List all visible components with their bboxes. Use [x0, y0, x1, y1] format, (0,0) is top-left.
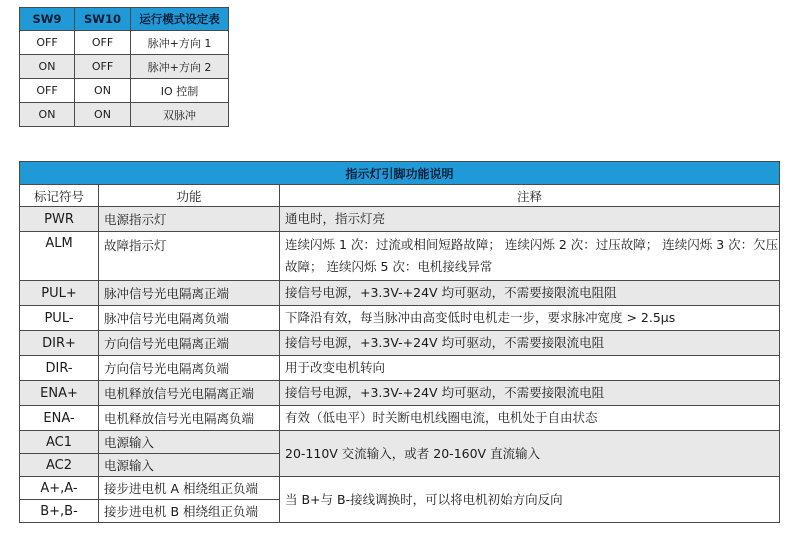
mode-row	[20, 31, 229, 55]
symbol-cell: DIR-	[20, 356, 99, 381]
symbol-cell: AC2	[20, 454, 99, 477]
function-cell: 电机释放信号光电隔离正端	[99, 381, 280, 406]
pin-row-dir-minus	[20, 356, 780, 381]
note-cell: 用于改变电机转向	[280, 356, 780, 381]
symbol-cell: DIR+	[20, 331, 99, 356]
pin-table-title: 指示灯引脚功能说明	[20, 162, 780, 185]
symbol-cell: ENA+	[20, 381, 99, 406]
symbol-cell: AC1	[20, 431, 99, 454]
pin-row-alm	[20, 232, 780, 281]
header-symbol: 标记符号	[20, 185, 99, 207]
pin-row-pul-minus	[20, 306, 780, 331]
sw9-cell: ON	[20, 103, 75, 127]
sw9-cell: OFF	[20, 79, 75, 103]
header-sw10: SW10	[75, 8, 131, 31]
symbol-cell: B+,B-	[20, 500, 99, 523]
function-cell: 接步进电机 A 相绕组正负端	[99, 477, 280, 500]
note-cell: 下降沿有效，每当脉冲由高变低时电机走一步，要求脉冲宽度 > 2.5μs	[280, 306, 780, 331]
symbol-cell: PWR	[20, 207, 99, 232]
pin-table-header	[20, 185, 780, 207]
note-cell: 通电时，指示灯亮	[280, 207, 780, 232]
sw10-cell: ON	[75, 79, 131, 103]
pin-row-ena-minus	[20, 406, 780, 431]
symbol-cell: PUL-	[20, 306, 99, 331]
note-cell-ac-merged: 20-110V 交流输入，或者 20-160V 直流输入	[280, 431, 780, 477]
function-cell: 脉冲信号光电隔离正端	[99, 281, 280, 306]
sw10-cell: OFF	[75, 31, 131, 55]
mode-row	[20, 103, 229, 127]
sw9-cell: ON	[20, 55, 75, 79]
function-cell: 方向信号光电隔离正端	[99, 331, 280, 356]
symbol-cell: ALM	[20, 232, 99, 281]
mode-cell: 双脉冲	[131, 103, 229, 127]
function-cell: 脉冲信号光电隔离负端	[99, 306, 280, 331]
function-cell: 电机释放信号光电隔离负端	[99, 406, 280, 431]
header-mode: 运行模式设定表	[131, 8, 229, 31]
pin-row-ac1	[20, 431, 780, 454]
header-note: 注释	[280, 185, 780, 207]
function-cell: 电源指示灯	[99, 207, 280, 232]
sw10-cell: ON	[75, 103, 131, 127]
pin-row-pwr	[20, 207, 780, 232]
mode-row	[20, 55, 229, 79]
pin-row-ena-plus	[20, 381, 780, 406]
sw9-cell: OFF	[20, 31, 75, 55]
function-cell: 电源输入	[99, 454, 280, 477]
pin-table	[19, 161, 780, 523]
symbol-cell: ENA-	[20, 406, 99, 431]
sw10-cell: OFF	[75, 55, 131, 79]
mode-cell: IO 控制	[131, 79, 229, 103]
pin-row-a	[20, 477, 780, 500]
function-cell: 故障指示灯	[99, 232, 280, 281]
function-cell: 接步进电机 B 相绕组正负端	[99, 500, 280, 523]
note-cell: 接信号电源，+3.3V-+24V 均可驱动，不需要接限流电阻	[280, 381, 780, 406]
mode-table	[19, 7, 229, 127]
pin-table-title-row	[20, 162, 780, 185]
note-cell: 连续闪烁 1 次：过流或相间短路故障； 连续闪烁 2 次：过压故障； 连续闪烁 3 次：欠压故障； 连续闪烁 5 次：电机接线异常	[280, 232, 780, 281]
pin-row-dir-plus	[20, 331, 780, 356]
header-sw9: SW9	[20, 8, 75, 31]
mode-table-header	[20, 8, 229, 31]
function-cell: 方向信号光电隔离负端	[99, 356, 280, 381]
symbol-cell: PUL+	[20, 281, 99, 306]
mode-cell: 脉冲+方向 2	[131, 55, 229, 79]
note-cell-motor-merged: 当 B+与 B-接线调换时，可以将电机初始方向反向	[280, 477, 780, 523]
mode-row	[20, 79, 229, 103]
function-cell: 电源输入	[99, 431, 280, 454]
mode-cell: 脉冲+方向 1	[131, 31, 229, 55]
pin-row-pul-plus	[20, 281, 780, 306]
note-cell: 有效（低电平）时关断电机线圈电流，电机处于自由状态	[280, 406, 780, 431]
note-cell: 接信号电源，+3.3V-+24V 均可驱动，不需要接限流电阻阻	[280, 281, 780, 306]
header-function: 功能	[99, 185, 280, 207]
symbol-cell: A+,A-	[20, 477, 99, 500]
note-cell: 接信号电源，+3.3V-+24V 均可驱动，不需要接限流电阻	[280, 331, 780, 356]
